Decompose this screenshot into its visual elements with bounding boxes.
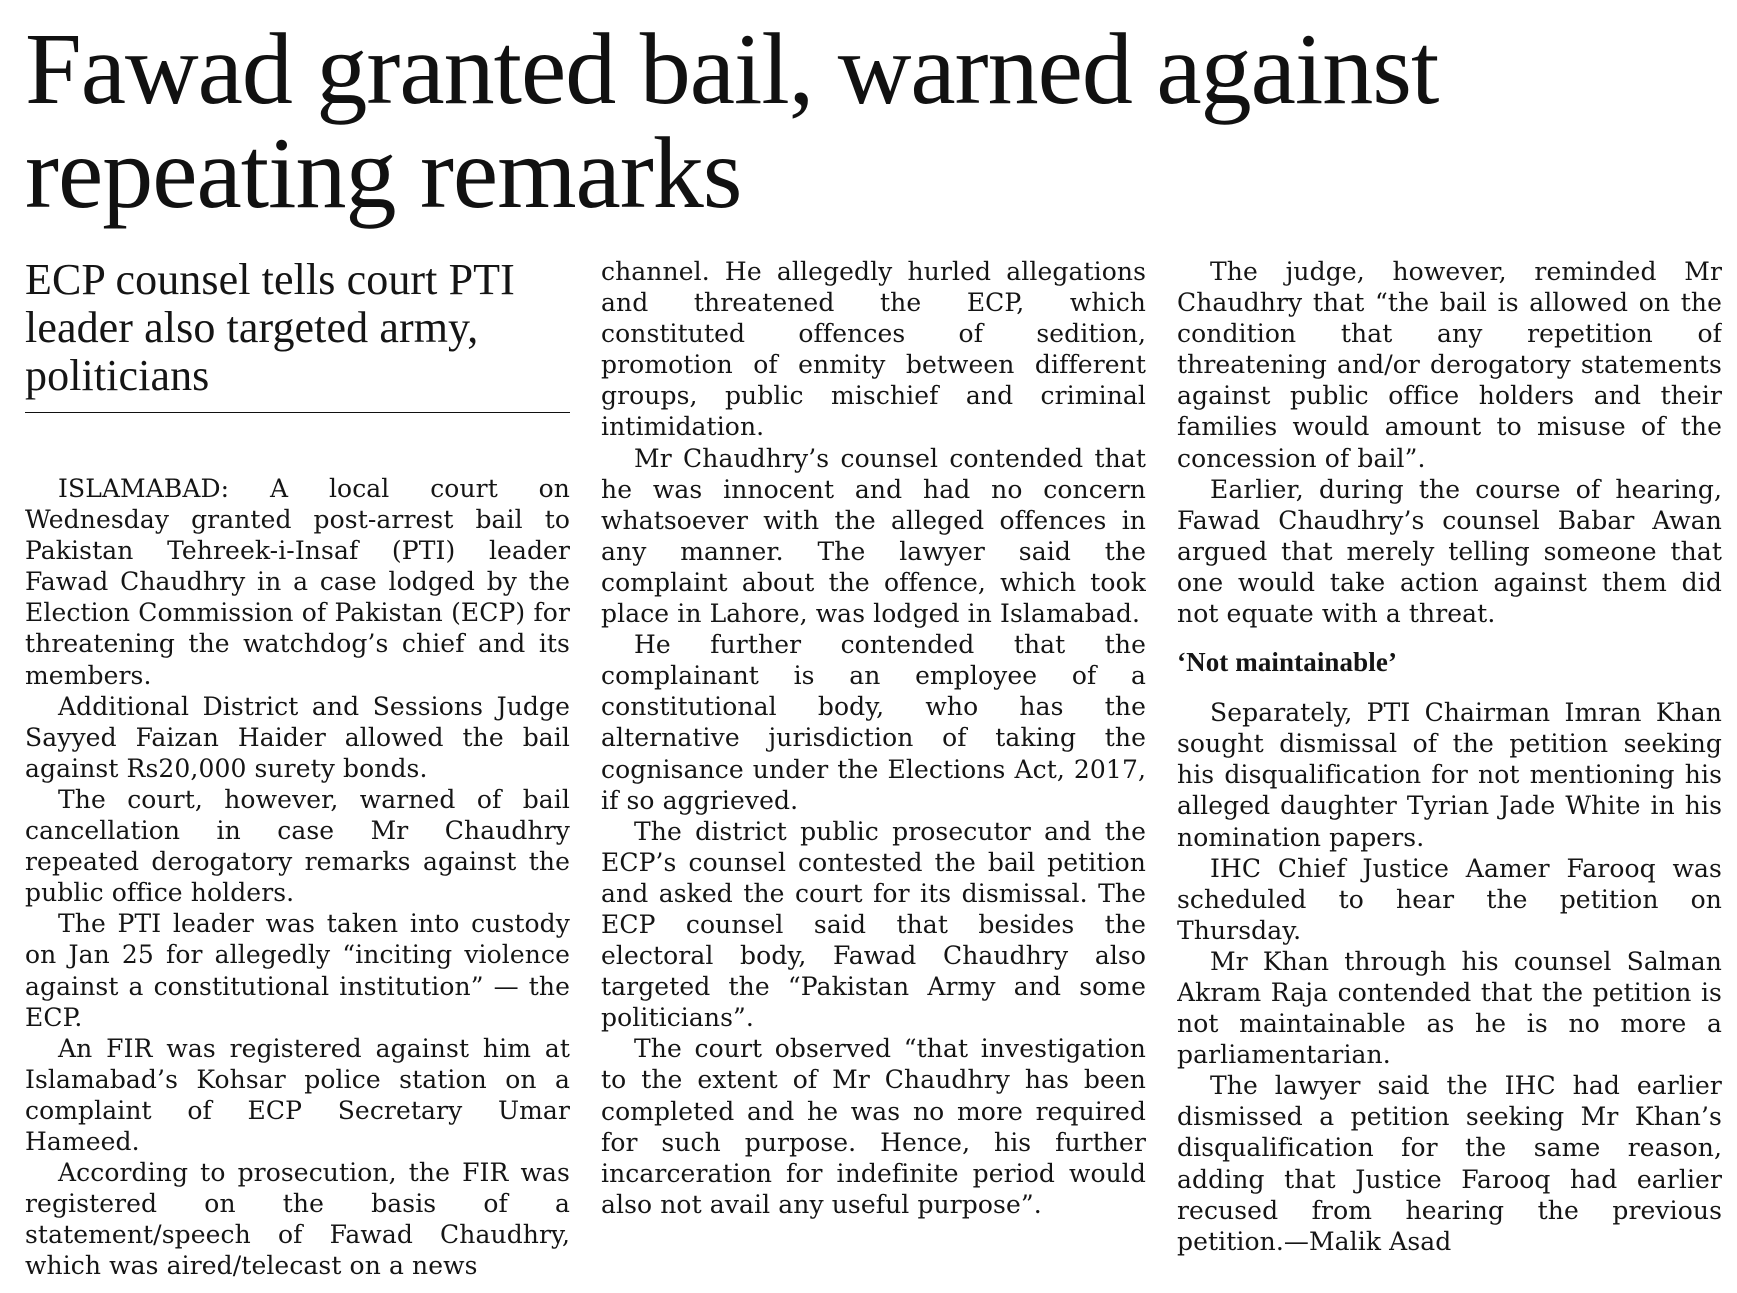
paragraph-continued: channel. He allegedly hurled allegations and threatened the ECP, which constituted offences of sedition, promotion of enmity between different groups, public mischief and criminal intimidation. <box>601 257 1146 442</box>
paragraph: He further contended that the complainant is an employee of a constitutional body, who has the alternative jurisdiction of taking the cognisance under the Elections Act, 2017, if so aggrieved. <box>601 630 1146 815</box>
subheadline: ECP counsel tells court PTI leader also targeted army, politicians <box>25 256 570 413</box>
paragraph: The district public prosecutor and the ECP’s counsel contested the bail petition and asked the court for its dismissal. The ECP counsel said that besides the electoral body, Fawad Chaudhry also targeted the “Pakistan Army and some politicians”. <box>601 816 1146 1033</box>
paragraph: Additional District and Sessions Judge Sayyed Faizan Haider allowed the bail against Rs20,000 surety bonds. <box>25 691 570 783</box>
paragraph: The court observed “that investigation to the extent of Mr Chaudhry has been completed and he was no more required for such purpose. Hence, his further incarceration for indefinite period would also not avail any useful purpose”. <box>601 1034 1146 1219</box>
paragraph: IHC Chief Justice Aamer Farooq was scheduled to hear the petition on Thursday. <box>1177 853 1722 945</box>
paragraph: The lawyer said the IHC had earlier dismissed a petition seeking Mr Khan’s disqualification for the same reason, adding that Justice Farooq had earlier recused from hearing the previous petition.—Malik Asad <box>1177 1071 1722 1256</box>
paragraph: Mr Khan through his counsel Salman Akram Raja contended that the petition is not maintainable as he is no more a parliamentarian. <box>1177 946 1722 1070</box>
paragraph: According to prosecution, the FIR was registered on the basis of a statement/speech of Fawad Chaudhry, which was aired/telecast on a news <box>25 1158 570 1281</box>
paragraph: Mr Chaudhry’s counsel contended that he was innocent and had no concern whatsoever with the alleged offences in any manner. The lawyer said the complaint about the offence, which took place in Lahore, was lodged in Islamabad. <box>601 443 1146 629</box>
paragraph: Separately, PTI Chairman Imran Khan sought dismissal of the petition seeking his disqualification for not mentioning his alleged daughter Tyrian Jade White in his nomination papers. <box>1177 698 1722 852</box>
section-heading: ‘Not maintainable’ <box>1177 647 1398 678</box>
column-1 <box>25 256 570 1288</box>
paragraph: Earlier, during the course of hearing, Fawad Chaudhry’s counsel Babar Awan argued that merely telling someone that one would take action against them did not equate with a threat. <box>1177 474 1722 629</box>
paragraph: ISLAMABAD: A local court on Wednesday granted post-arrest bail to Pakistan Tehreek-i-Insaf (PTI) leader Fawad Chaudhry in a case lodged by the Election Commission of Pakistan (ECP) for threatening the watchdog’s chief and its members. <box>25 474 570 690</box>
paragraph: The court, however, warned of bail cancellation in case Mr Chaudhry repeated derogatory remarks against the public office holders. <box>25 784 570 908</box>
paragraph: The PTI leader was taken into custody on Jan 25 for allegedly “inciting violence against a constitutional institution” — the ECP. <box>25 909 570 1032</box>
column-2 <box>601 256 1146 1288</box>
paragraph: An FIR was registered against him at Islamabad’s Kohsar police station on a complaint of ECP Secretary Umar Hameed. <box>25 1033 570 1156</box>
column-3 <box>1177 256 1722 1288</box>
headline: Fawad granted bail, warned against repeating remarks <box>25 13 1439 230</box>
paragraph: The judge, however, reminded Mr Chaudhry that “the bail is allowed on the condition that any repetition of threatening and/or derogatory statements against public office holders and their families would amount to misuse of the concession of bail”. <box>1177 257 1722 473</box>
